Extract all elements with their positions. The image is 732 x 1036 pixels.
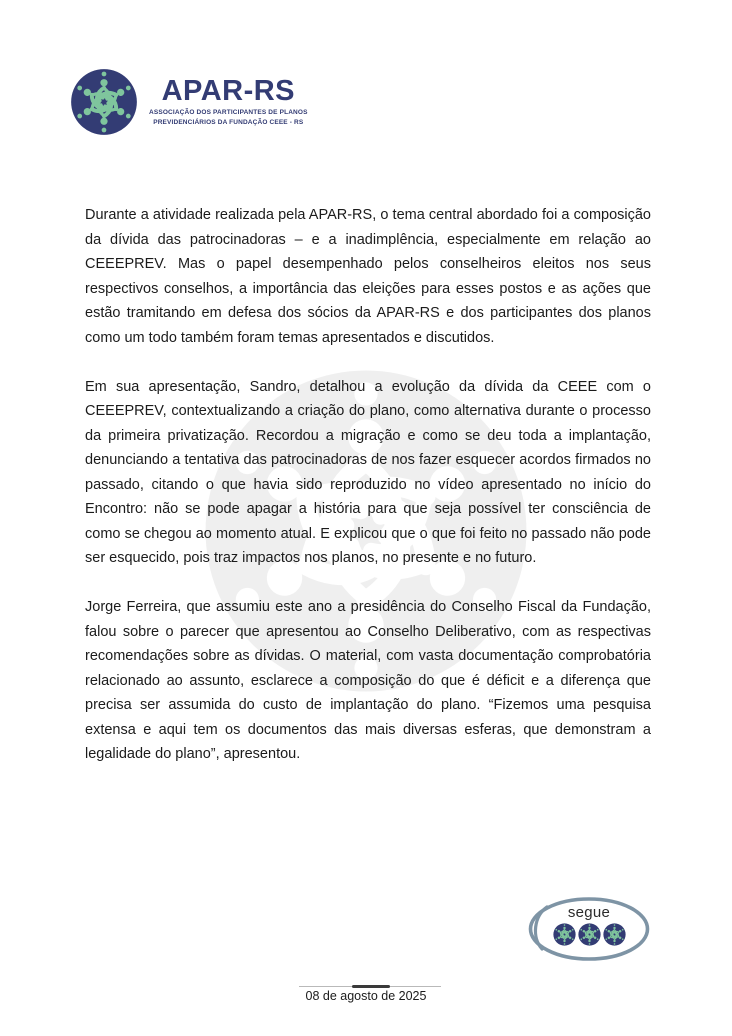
segue-dots [527, 923, 651, 946]
segue-label: segue [567, 904, 611, 921]
logo-text [149, 74, 308, 128]
mini-logo-icon [603, 923, 626, 946]
mini-logo-icon [553, 923, 576, 946]
paragraph-2: Em sua apresentação, Sandro, detalhou a evolução da dívida da CEEE com o CEEEPREV, contextualizando a criação do plano, como alternativa durante o processo da primeira privatização. Recordou a migração e como se deu toda a implantação, denunciando a tentativa das patrocinadoras de nos fazer esquecer acordos firmados no passado, citando o que havia sido reproduzido no vídeo apresentado no início do Encontro: não se pode apagar a história para que seja possível ter consciência de como se chegou ao momento atual. E explicou que o que foi feito no passado não pode ser esquecido, pois traz impactos nos planos, no presente e no futuro. [85, 378, 651, 566]
document-body [85, 203, 651, 767]
logo [70, 68, 308, 136]
logo-title: APAR-RS [161, 74, 296, 107]
page-date: 08 de agosto de 2025 [305, 989, 427, 1003]
paragraph-3: Jorge Ferreira, que assumiu este ano a presidência do Conselho Fiscal da Fundação, falou sobre o parecer que apresentou ao Conselho Deliberativo, com as respectivas recomendações sobre as dívidas. O material, com vasta documentação comprobatória relacionado ao assunto, esclarece a composição do que é déficit e a diferença que precisa ser assumida do custo de implantação do plano. “Fizemos uma pesquisa extensa e aqui tem os documentos das mais diversas esferas, que demonstram a legalidade do plano”, apresentou. [85, 599, 651, 762]
logo-subtitle-line1: ASSOCIAÇÃO DOS PARTICIPANTES DE PLANOS [149, 108, 308, 116]
apar-rs-logo-icon [70, 68, 138, 136]
logo-subtitle-line2: PREVIDENCIÁRIOS DA FUNDAÇÃO CEEE - RS [153, 118, 304, 126]
segue-badge [527, 895, 651, 963]
footer-divider-mark [352, 985, 390, 988]
mini-logo-icon [578, 923, 601, 946]
paragraph-1: Durante a atividade realizada pela APAR-RS, o tema central abordado foi a composição da dívida das patrocinadoras – e a inadimplência, especialmente em relação ao CEEEPREV. Mas o papel desempenhado pelos conselheiros eleitos nos seus respectivos conselhos, a importância das eleições para esses postos e as ações que estão tramitando em defesa dos sócios da APAR-RS e dos participantes dos planos como um todo também foram temas apresentados e discutidos. [85, 207, 651, 346]
